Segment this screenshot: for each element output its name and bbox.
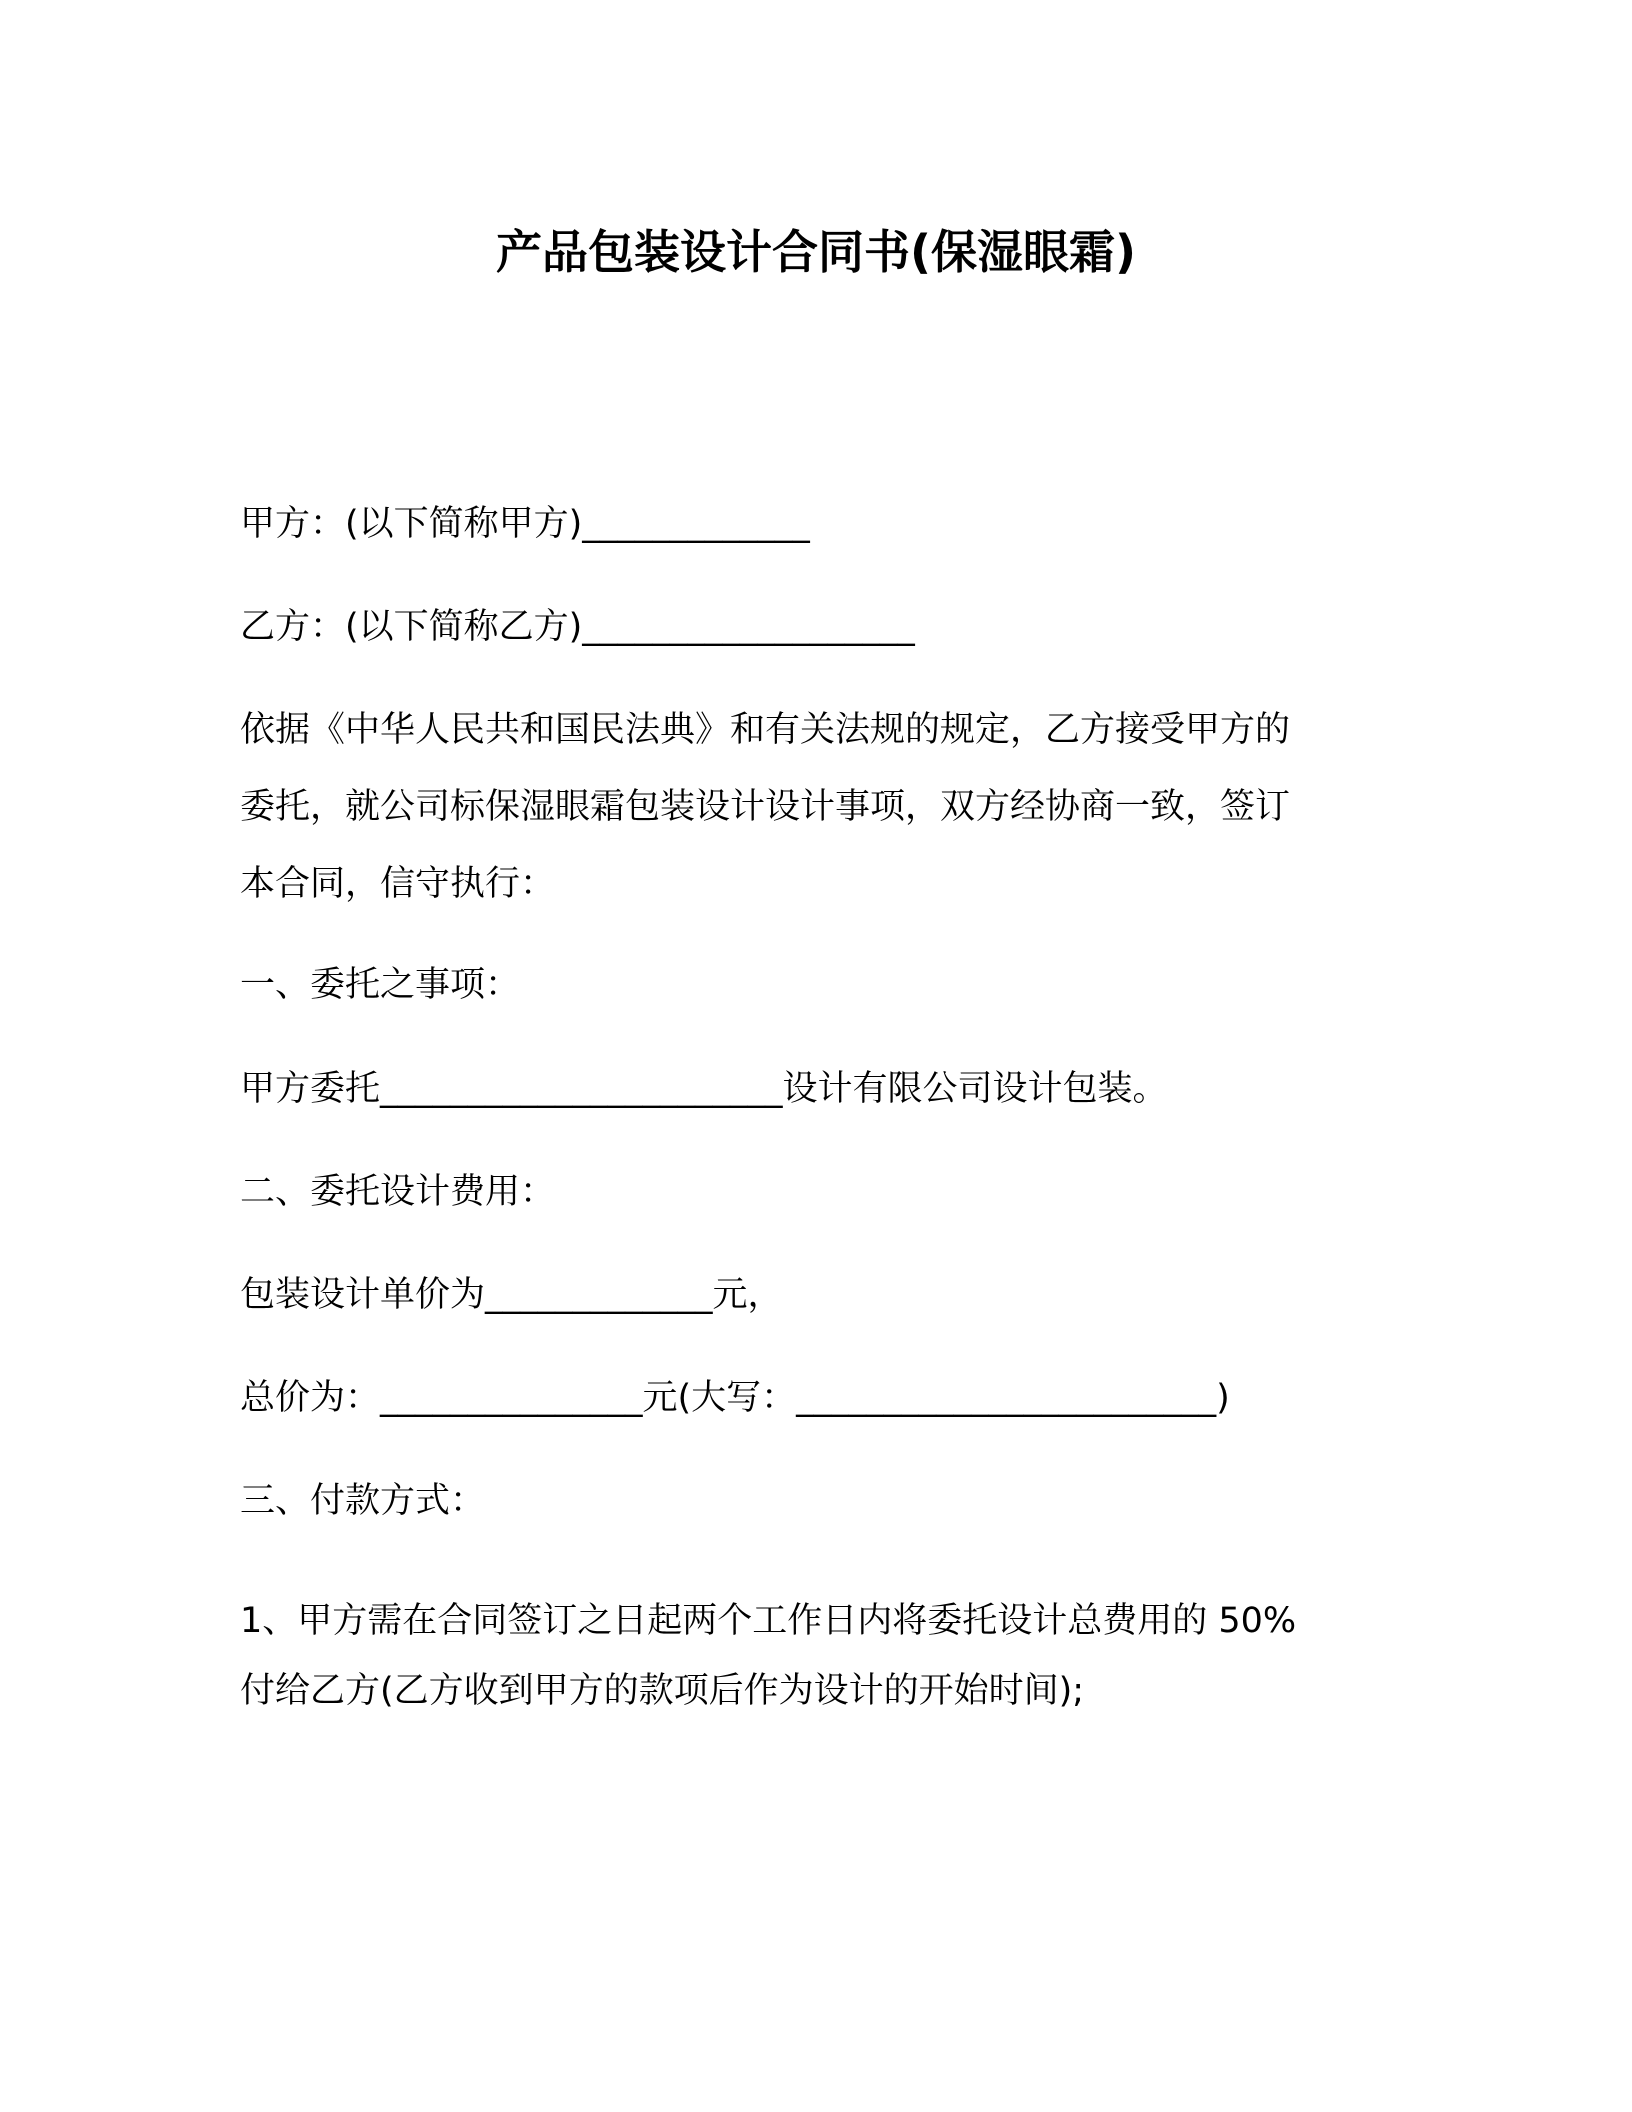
intro-line-1: 依据《中华人民共和国民法典》和有关法规的规定，乙方接受甲方的 xyxy=(240,710,1291,750)
intro-paragraph xyxy=(240,692,1370,923)
section-2-heading: 二、委托设计费用： xyxy=(240,1172,556,1212)
intro-line-3: 本合同，信守执行： xyxy=(240,864,556,904)
unit-price-line: 包装设计单价为_____________元， xyxy=(240,1275,783,1315)
document-title: 产品包装设计合同书(保湿眼霜) xyxy=(495,225,1137,279)
payment-item-1 xyxy=(240,1586,1370,1726)
section-1-heading: 一、委托之事项： xyxy=(240,965,521,1005)
payment-item-1-line-1: 1、甲方需在合同签订之日起两个工作日内将委托设计总费用的 50% xyxy=(240,1601,1297,1641)
total-price-line: 总价为：_______________元(大写：________________________) xyxy=(240,1378,1230,1418)
party-b-line: 乙方：(以下简称乙方)___________________ xyxy=(240,607,915,647)
payment-item-1-line-2: 付给乙方(乙方收到甲方的款项后作为设计的开始时间); xyxy=(240,1671,1085,1711)
intro-line-2: 委托，就公司标保湿眼霜包装设计设计事项，双方经协商一致，签订 xyxy=(240,787,1291,827)
party-a-line: 甲方：(以下简称甲方)_____________ xyxy=(240,504,810,544)
section-3-heading: 三、付款方式： xyxy=(240,1481,486,1521)
section-1-content: 甲方委托_______________________设计有限公司设计包装。 xyxy=(240,1069,1168,1109)
